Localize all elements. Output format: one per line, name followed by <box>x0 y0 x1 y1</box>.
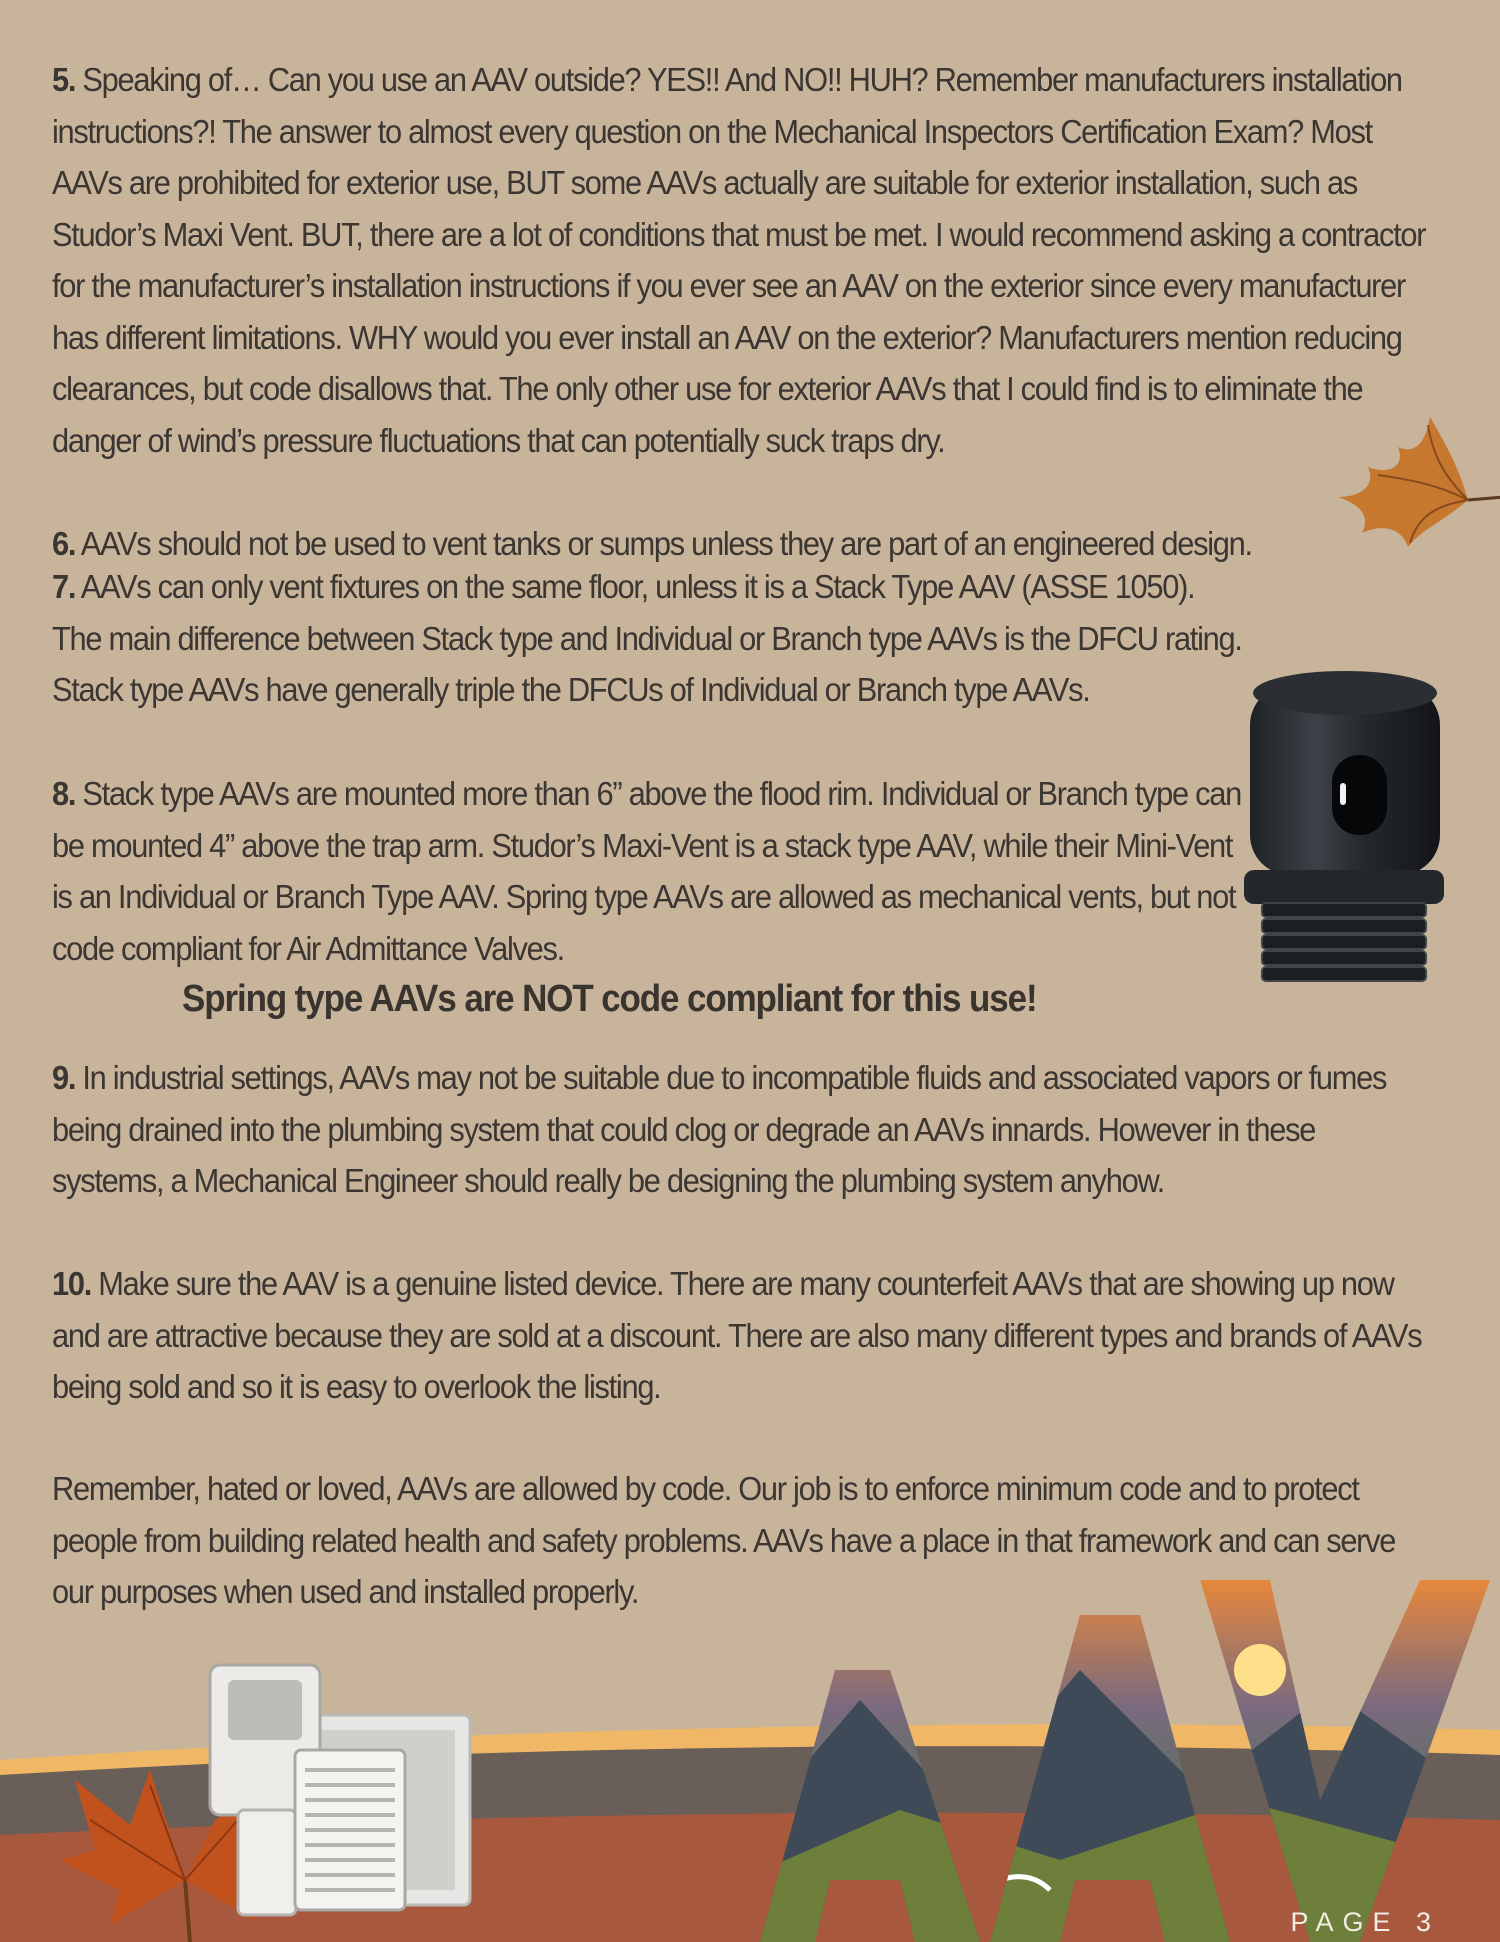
paragraph-7 <box>52 562 1248 717</box>
warning-callout: Spring type AAVs are NOT code compliant for this use! <box>182 978 1037 1020</box>
paragraph-8 <box>52 769 1248 975</box>
footer-illustration <box>0 1580 1500 1942</box>
item-number: 9. <box>52 1060 76 1097</box>
item-number: 7. <box>52 569 76 606</box>
page-number: PAGE 3 <box>1290 1907 1440 1937</box>
paragraph-text: Speaking of… Can you use an AAV outside? YES!! And NO!! HUH? Remember manufacturers installation instructions?! The answer to almost every question on the Mechanical Inspectors Certification Exam? Most AAVs are prohibited for exterior use, BUT some AAVs actually are suitable for exterior installation, such as Studor’s Maxi Vent. BUT, there are a lot of conditions that must be met. I would recommend asking a contractor for the manufacturer’s installation instructions if you ever see an AAV on the exterior since every manufacturer has different limitations. WHY would you ever install an AAV on the exterior? Manufacturers mention reducing clearances, but code disallows that. The only other use for exterior AAVs that I could find is to eliminate the danger of wind’s pressure fluctuations that can potentially suck traps dry. <box>52 62 1426 460</box>
paragraph-5 <box>52 55 1432 467</box>
paragraph-9 <box>52 1053 1432 1208</box>
item-number: 6. <box>52 526 76 563</box>
item-number: 5. <box>52 62 76 99</box>
aav-valve-icon <box>1232 665 1454 995</box>
item-number: 8. <box>52 776 76 813</box>
closing-paragraph: Remember, hated or loved, AAVs are allowed by code. Our job is to enforce minimum code and to protect people from building related health and safety problems. AAVs have a place in that framework and can serve our purposes when used and installed properly. <box>52 1471 1396 1611</box>
paragraph-10 <box>52 1259 1432 1414</box>
paragraph-text: AAVs should not be used to vent tanks or sumps unless they are part of an engineered design. <box>75 526 1252 563</box>
paragraph-text: Make sure the AAV is a genuine listed device. There are many counterfeit AAVs that are showing up now and are attractive because they are sold at a discount. There are also many different types and brands of AAVs being sold and so it is easy to overlook the listing. <box>52 1266 1422 1406</box>
vent-box-icon <box>210 1665 470 1915</box>
autumn-leaf-icon <box>1318 405 1500 555</box>
item-number: 10. <box>52 1266 91 1303</box>
paragraph-text: In industrial settings, AAVs may not be suitable due to incompatible fluids and associated vapors or fumes being drained into the plumbing system that could clog or degrade an AAVs innards. However in these systems, a Mechanical Engineer should really be designing the plumbing system anyhow. <box>52 1060 1387 1200</box>
paragraph-text: AAVs can only vent fixtures on the same floor, unless it is a Stack Type AAV (ASSE 1050). The main difference between Stack type and Individual or Branch type AAVs is the DFCU rating. Stack type AAVs have generally triple the DFCUs of Individual or Branch type AAVs. <box>52 569 1242 709</box>
paragraph-text: Stack type AAVs are mounted more than 6” above the flood rim. Individual or Branch type can be mounted 4” above the trap arm. Studor’s Maxi-Vent is a stack type AAV, while their Mini-Vent is an Individual or Branch Type AAV. Spring type AAVs are allowed as mechanical vents, but not code compliant for Air Admittance Valves. <box>52 776 1241 968</box>
